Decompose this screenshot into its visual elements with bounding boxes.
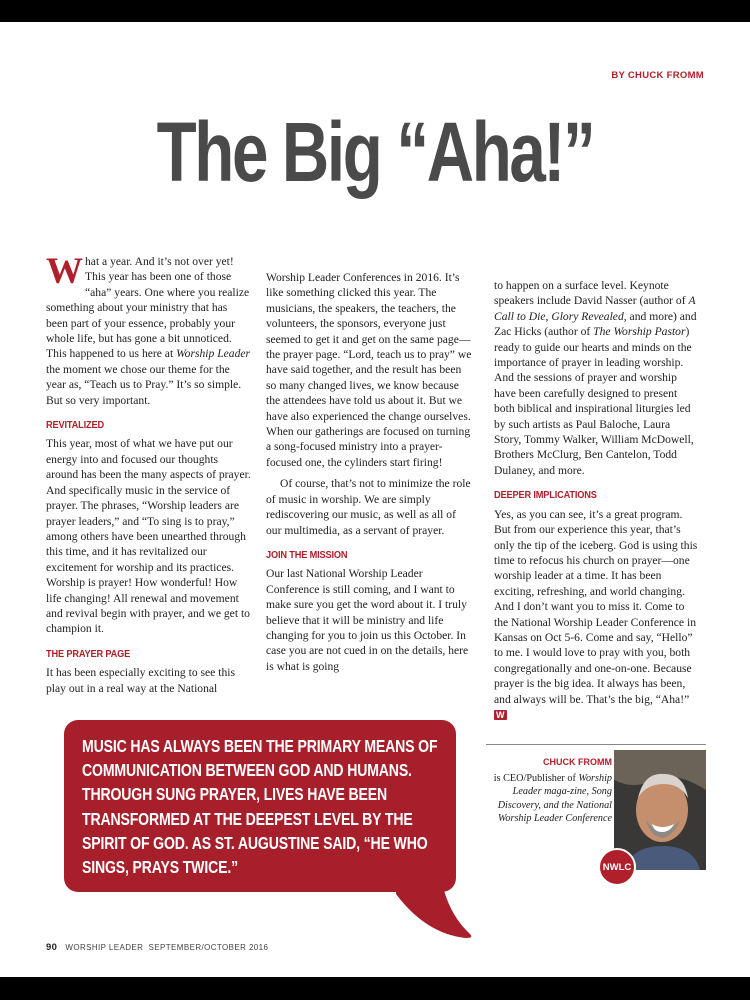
subhead-prayer-page: THE PRAYER PAGE <box>46 647 131 660</box>
magazine-name: Worship Leader <box>176 347 251 361</box>
intro-text-end: the moment we chose our theme for the year as, “Teach us to Pray.” It’s so simple. But so very important. <box>46 362 242 407</box>
paragraph-intro <box>46 251 252 408</box>
paragraph-music-role: Of course, that’s not to minimize the role of music in worship. We are simply rediscovering our music, as well as all of our multimedia, as a servant of prayer. <box>266 477 471 537</box>
issue-date: SEPTEMBER/OCTOBER 2016 <box>148 943 269 952</box>
bio-text: is CEO/Publisher of <box>493 772 579 784</box>
paragraph-deeper <box>494 507 700 723</box>
article-title: The Big “Aha!” <box>156 105 594 199</box>
magazine-page <box>0 22 750 977</box>
bio-divider <box>486 744 706 745</box>
book-titles: A Call to Die, Glory Revealed, <box>494 294 696 323</box>
column-2 <box>266 270 472 680</box>
book-title: The Worship Pastor <box>593 325 686 339</box>
column-1 <box>46 251 252 702</box>
paragraph-prayer-page-cont: Worship Leader Conferences in 2016. It’s like something clicked this year. The musicians, the speakers, the teachers, the volunteers, the sponsors, everyone just seemed to get it and get on the same page—the prayer page. “Lord, teach us to pray” we have said together, and the result has been so many changed lives, we know because the attendees have told us about it. But we have also experienced the change ourselves. When our gatherings are focused on turning a song-focused ministry into a prayer-focused one, the cylinders start firing! <box>266 271 472 469</box>
paragraph-prayer-page-start: It has been especially exciting to see this play out in a real way at the National <box>46 666 235 695</box>
deeper-text: Yes, as you can see, it’s a great program. But from our experience this year, that’s only the tip of the iceberg. God is using this time to refocus his church on prayer—one worship leader at a time. It has been exciting, refreshing, and world changing. And I don’t want you to miss it. Come to the National Worship Leader Conference in Kansas on Oct 5-6. Come and say, “Hello” to me. I would love to pray with you, both congregationally and one-on-one. Because prayer is the big idea. It always has been, and always will be. That’s the big, “Aha!” <box>494 507 698 706</box>
drop-cap: W <box>46 251 83 292</box>
nwlc-badge: NWLC <box>598 848 636 886</box>
join-text-2: and more) and Zac Hicks (author of <box>494 309 697 339</box>
speech-bubble-tail-icon <box>396 872 476 940</box>
byline: BY CHUCK FROMM <box>611 70 704 81</box>
column-3 <box>494 278 700 728</box>
author-bio <box>486 756 612 826</box>
subhead-join-mission: JOIN THE MISSION <box>266 548 348 561</box>
bio-name: CHUCK FROMM <box>543 757 612 767</box>
end-mark-icon: W <box>496 709 505 720</box>
intro-text: hat a year. And it’s not over yet! This year has been one of those “aha” years. One where you realize something about your ministry that has been part of your essence, probably your whole life, but has gone a bit unnoticed. This happened to us here at <box>46 255 250 361</box>
subhead-revitalized: REVITALIZED <box>46 419 104 432</box>
subhead-deeper: DEEPER IMPLICATIONS <box>494 489 597 502</box>
publication-name: WORSHIP LEADER <box>65 943 144 952</box>
paragraph-join-start: Our last National Worship Leader Conference is still coming, and I want to make sure you get the word about it. I truly believe that it will be ministry and life changing for you to join us this October. In case you are not cued in on the details, here is what is going <box>266 567 469 673</box>
join-text-1: to happen on a surface level. Keynote speakers include David Nasser (author of <box>494 279 689 308</box>
paragraph-revitalized: This year, most of what we have put our energy into and focused our thoughts around has been the many aspects of prayer. And specifically music in the service of prayer. The phrases, “Worship leaders are prayer leaders,” and “To sing is to pray,” among others have been unearthed through this time, and it has revitalized our excitement for worship and its practices. Worship is prayer! How wonderful! How life changing! All renewal and movement and revival begin with prayer, and we get to champion it. <box>46 437 251 636</box>
bio-italic: Worship Leader maga-zine, Song Discovery, and the National Worship Leader Conference <box>497 772 612 825</box>
join-text-3: ) ready to guide our hearts and minds on the importance of prayer in leading worship. And the sessions of prayer and worship have been carefully designed to present both biblical and inspirational liturgies led by such artists as Paul Baloche, Laura Story, Tommy Walker, William McDowell, Brothers McClurg, Ben Cantelon, Todd Dulaney, and more. <box>494 325 694 477</box>
pullquote-text: MUSIC HAS ALWAYS BEEN THE PRIMARY MEANS OF COMMUNICATION BETWEEN GOD AND HUMANS. THROUGH SUNG PRAYER, LIVES HAVE BEEN TRANSFORMED AT THE DEEPEST LEVEL BY THE SPIRIT OF GOD. AS ST. AUGUSTINE SAID, “HE WHO SINGS, PRAYS TWICE.” <box>82 736 438 878</box>
paragraph-join-cont <box>494 278 700 478</box>
page-footer <box>46 942 268 953</box>
page-number: 90 <box>46 942 58 953</box>
